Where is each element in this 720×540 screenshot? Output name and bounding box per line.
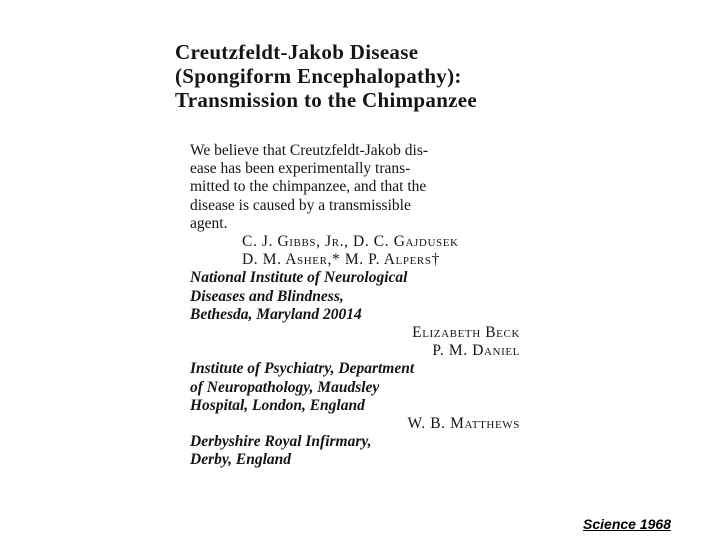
authors-line: D. M. Asher,* M. P. Alpers† xyxy=(242,251,440,269)
source-caption: Science 1968 xyxy=(583,516,671,532)
institution-line: Hospital, London, England xyxy=(190,396,365,414)
article-body xyxy=(190,142,520,470)
title-line: Creutzfeldt-Jakob Disease xyxy=(175,40,419,64)
institution-line: National Institute of Neurological xyxy=(190,269,408,287)
author-name: Elizabeth Beck xyxy=(412,324,520,342)
institution-line: Derbyshire Royal Infirmary, xyxy=(190,433,372,451)
author-name: W. B. Matthews xyxy=(407,415,520,433)
authors-line: C. J. Gibbs, Jr., D. C. Gajdusek xyxy=(242,233,459,251)
abstract-line: We believe that Creutzfeldt-Jakob dis- xyxy=(190,142,429,159)
institution-line: Derby, England xyxy=(190,451,292,469)
title-line: Transmission to the Chimpanzee xyxy=(175,88,478,112)
article-title xyxy=(175,40,477,112)
abstract xyxy=(190,142,520,233)
abstract-line: disease is caused by a transmissible xyxy=(190,196,411,214)
institution-line: of Neuropathology, Maudsley xyxy=(190,378,380,396)
title-line: (Spongiform Encephalopathy): xyxy=(175,64,462,88)
institution-line: Institute of Psychiatry, Department xyxy=(190,360,415,378)
abstract-line: agent. xyxy=(190,214,228,232)
institution-line: Diseases and Blindness, xyxy=(190,287,344,305)
institution-line: Bethesda, Maryland 20014 xyxy=(190,305,362,323)
abstract-line: ease has been experimentally trans- xyxy=(190,160,411,178)
abstract-line: mitted to the chimpanzee, and that the xyxy=(190,178,427,196)
author-name: P. M. Daniel xyxy=(432,342,520,360)
